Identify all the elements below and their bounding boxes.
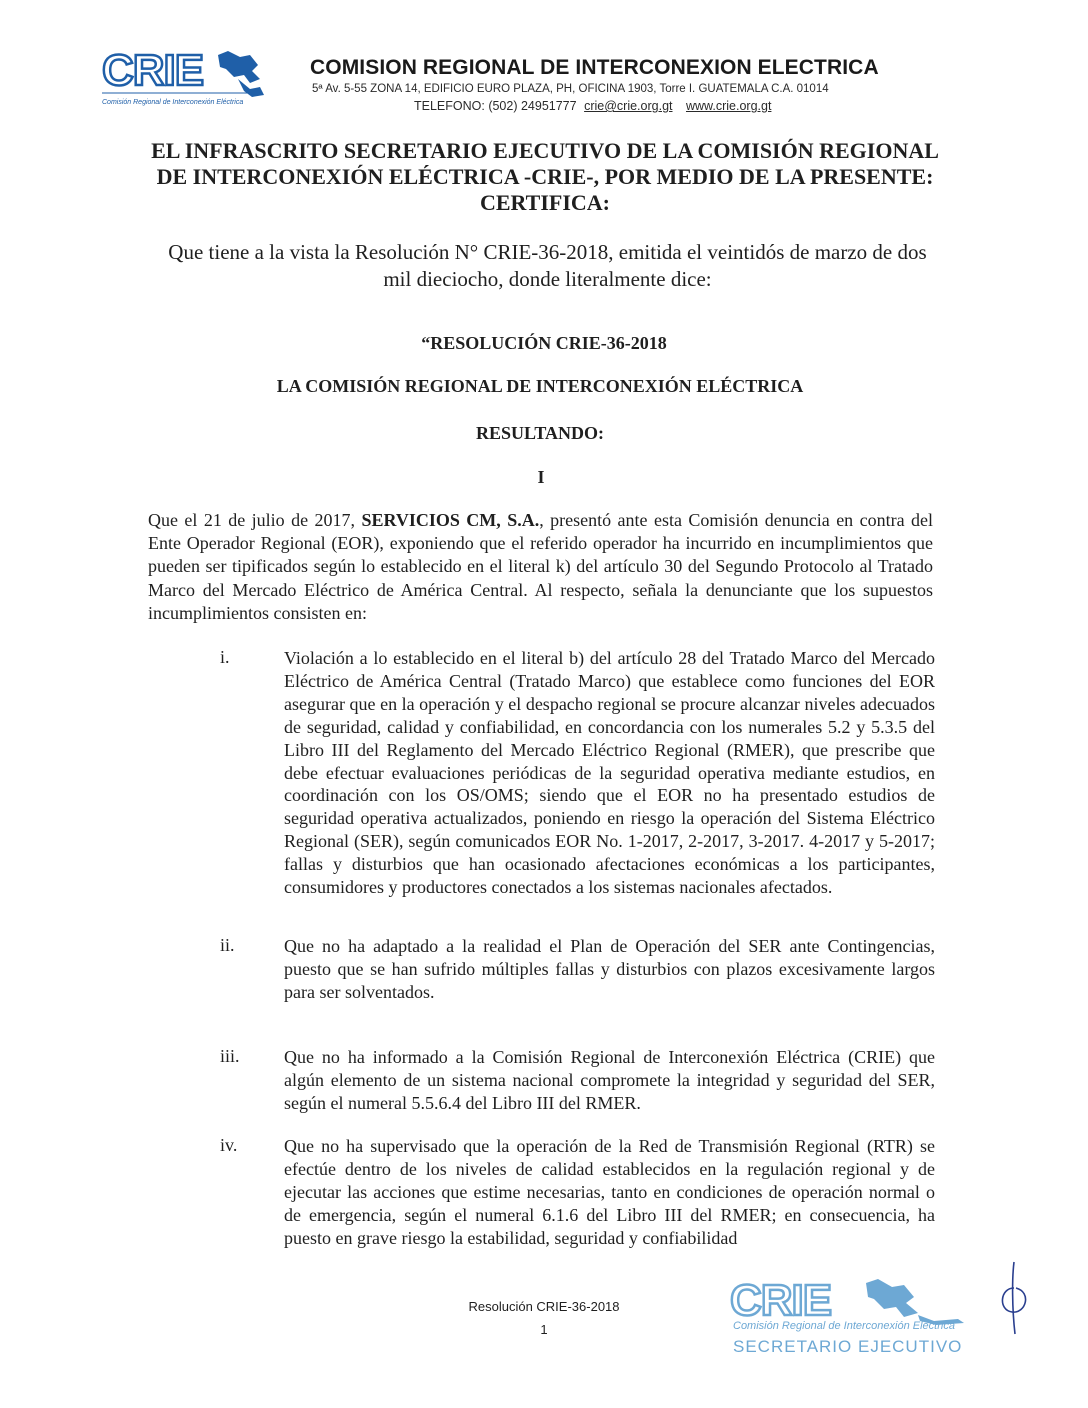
org-website-link[interactable]: www.crie.org.gt: [685, 99, 772, 113]
item-text: Violación a lo establecido en el literal b) del artículo 28 del Tratado Marco del Mercado Eléctrico de América Central (Tratado Marco) que establece como funciones del EOR asegurar que en la operación y el despacho regional se procure alcanzar niveles adecuados de seguridad, calidad y confiabilidad, en concordancia con los numerales 5.2 y 5.3.5 del Libro III del Reglamento del Mercado Eléctrico Regional (RMER), que prescribe que debe efectuar evaluaciones periódicas de la seguridad operativa mediante estudios, en coordinación con los OS/OMS; siendo que el EOR no ha presentado estudios de seguridad operativa actualizados, poniendo en riesgo la operación del Sistema Eléctrico Regional (SER), según comunicados EOR No. 1-2017, 2-2017, 3-2017. 4-2017 y 5-2017; fallas y disturbios que han ocasionado afectaciones económicas a los participantes, consumidores y productores conectados a los sistemas nacionales afectados.: [284, 648, 935, 898]
intro-line-1: Que tiene a la vista la Resolución N° CRIE-36-2018, emitida el veintidós de marzo de dos: [168, 240, 927, 264]
official-stamp: [728, 1275, 978, 1365]
org-address: 5ª Av. 5-55 ZONA 14, EDIFICIO EURO PLAZA, PH, OFICINA 1903, Torre I. GUATEMALA C.A. 01014: [312, 83, 829, 95]
section-numeral: I: [537, 467, 545, 487]
item-number: iii.: [220, 1046, 240, 1066]
page-number: 1: [540, 1322, 548, 1337]
org-phone: TELEFONO: (502) 24951777: [414, 99, 577, 113]
crie-logo: [100, 45, 270, 107]
handwritten-signature: [990, 1258, 1040, 1338]
intro-line-2: mil dieciocho, donde literalmente dice:: [383, 267, 712, 291]
org-name: COMISION REGIONAL DE INTERCONEXION ELECTRICA: [310, 56, 879, 79]
paragraph-part-2: , presentó ante esta Comisión denuncia en contra del Ente Operador Regional (EOR), exponiendo que el referido operador ha incurrido en incumplimientos que pueden ser tipificados según lo establecido en el literal k) del artículo 30 del Segundo Protocolo al Tratado Marco del Mercado Eléctrico de América Central. Al respecto, señala la denunciante que los supuestos incumplimientos consisten en:: [148, 510, 934, 623]
item-number: ii.: [220, 935, 235, 955]
item-text: Que no ha supervisado que la operación de la Red de Transmisión Regional (RTR) se efectúe dentro de los niveles de calidad establecidos en la regulación regional y de ejecutar las acciones que estime necesarias, tanto en condiciones de operación normal o de emergencia, según el numeral 6.1.6 del Libro III del RMER; en consecuencia, ha puesto en grave riesgo la estabilidad, seguridad y confiabilidad: [284, 1136, 935, 1248]
item-text: Que no ha informado a la Comisión Regional de Interconexión Eléctrica (CRIE) que algún elemento de un sistema nacional compromete la integridad y seguridad del SER, según el numeral 5.5.6.4 del Libro III del RMER.: [284, 1047, 935, 1113]
svg-text:CRIE: CRIE: [102, 46, 204, 95]
item-number: iv.: [220, 1135, 238, 1155]
section-title: RESULTANDO:: [475, 423, 605, 443]
commission-title: LA COMISIÓN REGIONAL DE INTERCONEXIÓN ELÉCTRICA: [276, 376, 804, 396]
stamp-subtitle: Comisión Regional de Interconexión Eléctrica: [733, 1320, 955, 1332]
intro-statement: [150, 239, 945, 293]
certification-heading: [120, 138, 970, 216]
resultando-paragraph: [148, 509, 933, 625]
heading-line-1: EL INFRASCRITO SECRETARIO EJECUTIVO DE LA COMISIÓN REGIONAL: [151, 138, 939, 163]
org-email-link[interactable]: crie@crie.org.gt: [584, 99, 673, 113]
company-name: SERVICIOS CM, S.A.: [361, 510, 540, 530]
svg-text:Comisión Regional de Intercone: Comisión Regional de Interconexión Eléctrica: [102, 99, 244, 106]
item-number: i.: [220, 647, 230, 667]
heading-line-2: DE INTERCONEXIÓN ELÉCTRICA -CRIE-, POR MEDIO DE LA PRESENTE:: [156, 164, 934, 189]
stamp-title: SECRETARIO EJECUTIVO: [733, 1337, 963, 1356]
resolution-title: “RESOLUCIÓN CRIE-36-2018: [421, 333, 667, 353]
footer-title: Resolución CRIE-36-2018: [468, 1299, 620, 1314]
heading-line-3: CERTIFICA:: [479, 190, 610, 215]
paragraph-part-1: Que el 21 de julio de 2017,: [148, 510, 362, 530]
stamp-crie-logo: [728, 1275, 978, 1325]
svg-text:CRIE: CRIE: [730, 1276, 832, 1325]
item-text: Que no ha adaptado a la realidad el Plan de Operación del SER ante Contingencias, puesto que se han sufrido múltiples fallas y disturbios con plazos excesivamente largos para ser solventados.: [284, 936, 935, 1002]
org-contact: [414, 99, 771, 113]
